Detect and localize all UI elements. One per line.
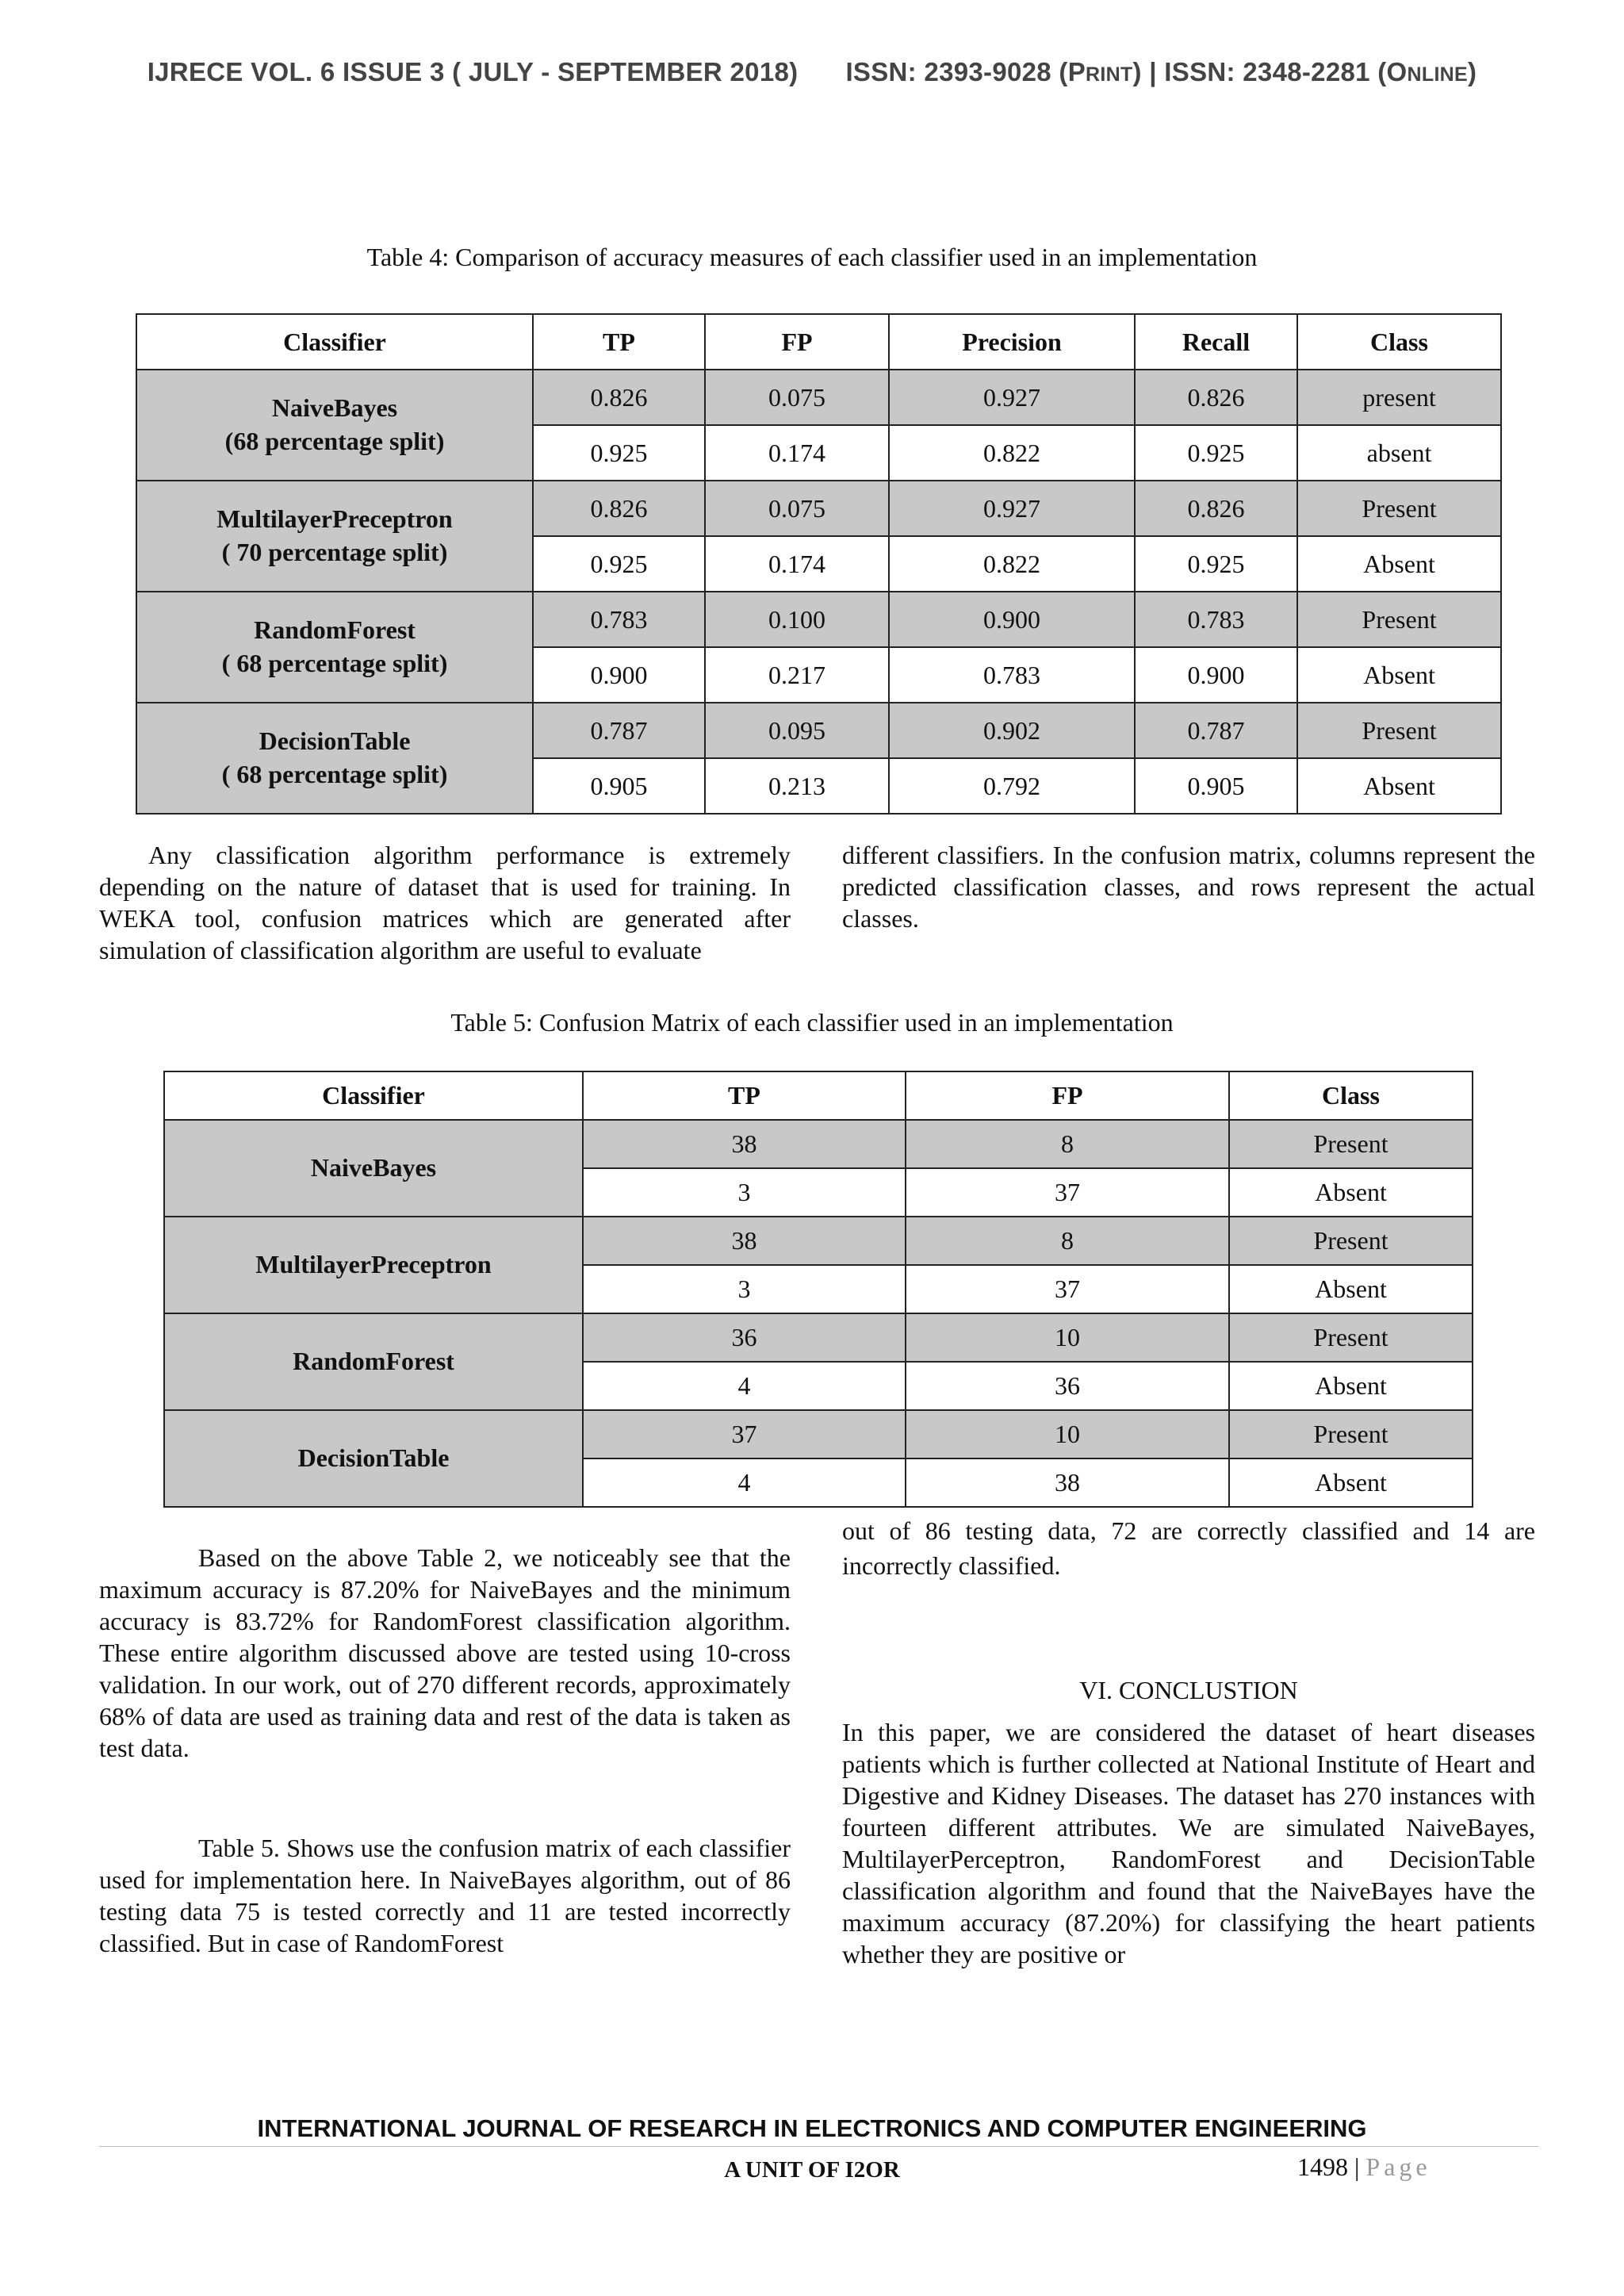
table-row xyxy=(136,481,1501,536)
running-header xyxy=(0,57,1624,87)
table-cell: Present xyxy=(1229,1217,1473,1265)
table-cell: 4 xyxy=(583,1458,906,1507)
classifier-cell xyxy=(164,1120,583,1217)
table-cell: 0.826 xyxy=(533,370,705,425)
table-row xyxy=(164,1120,1473,1168)
table-cell: 0.783 xyxy=(533,592,705,647)
table-cell: Absent xyxy=(1297,647,1501,703)
footer-unit: A UNIT OF I2OR xyxy=(724,2157,900,2183)
table-cell: 38 xyxy=(906,1458,1229,1507)
classifier-split: (68 percentage split) xyxy=(224,427,445,455)
table-cell: 0.925 xyxy=(533,425,705,481)
table-cell: Absent xyxy=(1229,1168,1473,1217)
table-cell: 0.826 xyxy=(533,481,705,536)
classifier-name: RandomForest xyxy=(293,1347,454,1376)
classifier-name: MultilayerPreceptron xyxy=(255,1250,492,1279)
classifier-cell xyxy=(164,1410,583,1507)
header-classifier: Classifier xyxy=(164,1071,583,1120)
header-tp: TP xyxy=(583,1071,906,1120)
table-cell: 3 xyxy=(583,1168,906,1217)
section-title-conclusion: VI. CONCLUSTION xyxy=(1079,1676,1298,1704)
classifier-cell xyxy=(136,481,533,592)
table-cell: 4 xyxy=(583,1362,906,1410)
table-cell: 8 xyxy=(906,1120,1229,1168)
table-cell: 0.213 xyxy=(705,758,889,814)
paragraph-conclusion: In this paper, we are considered the dataset of heart diseases patients which is further collected at National Institute of Heart and Digestive and Kidney Diseases. The dataset has 270 instances with fourteen different attributes. We are simulated NaiveBayes, MultilayerPerceptron, RandomForest and DecisionTable classification algorithm and found that the NaiveBayes have the maximum accuracy (87.20%) for classifying the heart patients whether they are positive or xyxy=(842,1718,1535,1968)
table-cell: Present xyxy=(1297,703,1501,758)
table-cell: 0.822 xyxy=(889,536,1135,592)
header-recall: Recall xyxy=(1135,314,1297,370)
classifier-split: ( 68 percentage split) xyxy=(221,649,448,677)
table-cell: present xyxy=(1297,370,1501,425)
table-cell: 0.900 xyxy=(889,592,1135,647)
table-cell: Absent xyxy=(1229,1362,1473,1410)
paragraph-right-2: out of 86 testing data, 72 are correctly classified and 14 are incorrectly classified. xyxy=(842,1516,1535,1580)
table-cell: 0.075 xyxy=(705,481,889,536)
classifier-cell xyxy=(164,1313,583,1410)
table-cell: 0.822 xyxy=(889,425,1135,481)
table-cell: Present xyxy=(1229,1120,1473,1168)
table-cell: 8 xyxy=(906,1217,1229,1265)
table-cell: Absent xyxy=(1297,536,1501,592)
table-cell: 0.925 xyxy=(533,536,705,592)
classifier-split: ( 70 percentage split) xyxy=(221,538,448,566)
page-number: 1498 | Page xyxy=(1297,2152,1431,2181)
table-cell: 38 xyxy=(583,1217,906,1265)
header-class: Class xyxy=(1229,1071,1473,1120)
table-cell: 0.905 xyxy=(533,758,705,814)
table-cell: 0.792 xyxy=(889,758,1135,814)
classifier-name: MultilayerPreceptron xyxy=(216,504,453,534)
header-precision: Precision xyxy=(889,314,1135,370)
header-class: Class xyxy=(1297,314,1501,370)
table5-caption: Table 5: Confusion Matrix of each classifier used in an implementation xyxy=(450,1008,1174,1037)
table-cell: 37 xyxy=(906,1168,1229,1217)
journal-volume: IJRECE VOL. 6 ISSUE 3 ( JULY - SEPTEMBER 2018) xyxy=(147,57,799,86)
table-cell: 0.927 xyxy=(889,370,1135,425)
table4-accuracy-measures xyxy=(136,313,1502,815)
table-cell: 0.100 xyxy=(705,592,889,647)
table-cell: Absent xyxy=(1229,1458,1473,1507)
table-cell: 0.925 xyxy=(1135,425,1297,481)
table-cell: 0.902 xyxy=(889,703,1135,758)
table-row xyxy=(164,1313,1473,1362)
table-cell: Absent xyxy=(1297,758,1501,814)
table-cell: 10 xyxy=(906,1313,1229,1362)
table-cell: 38 xyxy=(583,1120,906,1168)
classifier-name: DecisionTable xyxy=(259,726,411,756)
classifier-cell xyxy=(136,370,533,481)
table-cell: Present xyxy=(1297,481,1501,536)
issn-info: ISSN: 2393-9028 (PRINT) | ISSN: 2348-2281 (ONLINE) xyxy=(845,57,1477,86)
paragraph-left-3: Table 5. Shows use the confusion matrix of each classifier used for implementation here. In NaiveBayes algorithm, out of 86 testing data 75 is tested correctly and 11 are tested incorrectly classified. But in case of RandomForest xyxy=(99,1834,791,1957)
table-cell: 0.900 xyxy=(533,647,705,703)
table-cell: Present xyxy=(1297,592,1501,647)
table-cell: 0.826 xyxy=(1135,481,1297,536)
header-fp: FP xyxy=(705,314,889,370)
table-cell: 0.783 xyxy=(1135,592,1297,647)
paragraph-left-1: Any classification algorithm performance is extremely depending on the nature of dataset that is used for training. In WEKA tool, confusion matrices which are generated after simulation of classification algorithm are useful to evaluate xyxy=(99,841,791,964)
table-cell: 0.905 xyxy=(1135,758,1297,814)
table-cell: 0.095 xyxy=(705,703,889,758)
table-cell: Present xyxy=(1229,1313,1473,1362)
table-cell: 0.174 xyxy=(705,536,889,592)
table-cell: 0.900 xyxy=(1135,647,1297,703)
table5-confusion-matrix xyxy=(163,1071,1473,1508)
header-classifier: Classifier xyxy=(136,314,533,370)
header-fp: FP xyxy=(906,1071,1229,1120)
table-cell: 0.826 xyxy=(1135,370,1297,425)
classifier-name: NaiveBayes xyxy=(310,1153,437,1182)
table-cell: Present xyxy=(1229,1410,1473,1458)
table-cell: 37 xyxy=(906,1265,1229,1313)
table-cell: 0.075 xyxy=(705,370,889,425)
classifier-cell xyxy=(164,1217,583,1313)
table-cell: 10 xyxy=(906,1410,1229,1458)
table-cell: 0.787 xyxy=(1135,703,1297,758)
table-cell: 0.925 xyxy=(1135,536,1297,592)
table-cell: 0.787 xyxy=(533,703,705,758)
paragraph-left-2: Based on the above Table 2, we noticeably see that the maximum accuracy is 87.20% for NaiveBayes and the minimum accuracy is 83.72% for RandomForest classification algorithm. These entire algorithm discussed above are tested using 10-cross validation. In our work, out of 270 different records, approximately 68% of data are used as training data and rest of the data is taken as test data. xyxy=(99,1543,791,1762)
table-row xyxy=(136,370,1501,425)
table-cell: 36 xyxy=(906,1362,1229,1410)
classifier-split: ( 68 percentage split) xyxy=(221,760,448,788)
footer-divider xyxy=(99,2146,1538,2147)
table-cell: 0.174 xyxy=(705,425,889,481)
table-row xyxy=(164,1410,1473,1458)
table-cell: 0.217 xyxy=(705,647,889,703)
table-row xyxy=(136,703,1501,758)
footer-journal-name: INTERNATIONAL JOURNAL OF RESEARCH IN ELECTRONICS AND COMPUTER ENGINEERING xyxy=(257,2114,1367,2142)
classifier-cell xyxy=(136,592,533,703)
table-cell: 0.783 xyxy=(889,647,1135,703)
table-cell: 0.927 xyxy=(889,481,1135,536)
classifier-cell xyxy=(136,703,533,814)
classifier-name: RandomForest xyxy=(254,615,416,645)
table-cell: 36 xyxy=(583,1313,906,1362)
table-cell: Absent xyxy=(1229,1265,1473,1313)
table-cell: 3 xyxy=(583,1265,906,1313)
table4-caption: Table 4: Comparison of accuracy measures of each classifier used in an implementation xyxy=(366,243,1258,271)
classifier-name: DecisionTable xyxy=(297,1443,450,1473)
table-cell: 37 xyxy=(583,1410,906,1458)
header-tp: TP xyxy=(533,314,705,370)
classifier-name: NaiveBayes xyxy=(271,393,398,423)
paragraph-right-1: different classifiers. In the confusion matrix, columns represent the predicted classification classes, and rows represent the actual classes. xyxy=(842,841,1535,933)
table-cell: absent xyxy=(1297,425,1501,481)
table-row xyxy=(164,1217,1473,1265)
table-row xyxy=(136,592,1501,647)
